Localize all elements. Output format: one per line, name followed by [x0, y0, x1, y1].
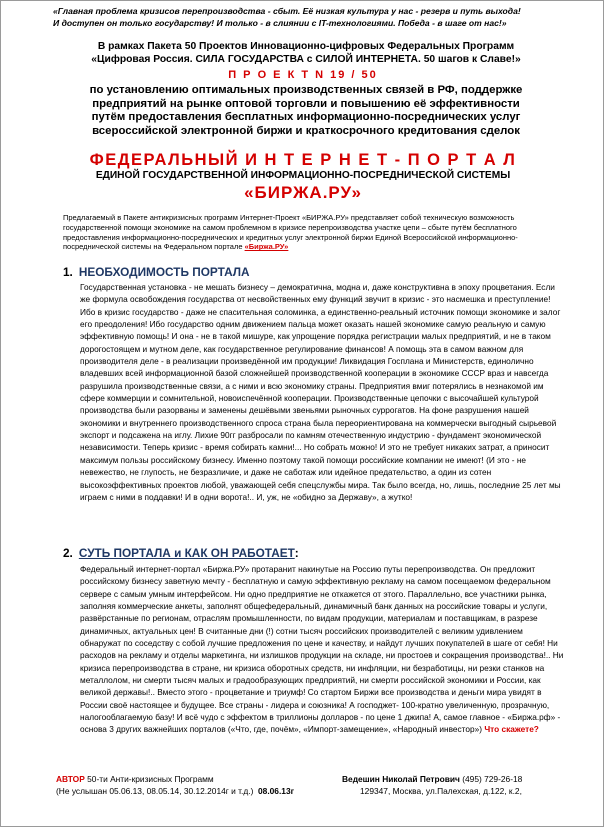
intro-portal-name: «Биржа.РУ» — [244, 242, 289, 252]
footer — [56, 774, 576, 797]
section-2-number: 2. — [63, 546, 73, 560]
project-subject — [41, 84, 571, 138]
section-1-body: Государственная установка - не мешать бизнесу – демократична, модна и, даже конструктивна в эпоху процветания. Если же формула освобождения государства от несвойственных ему функций звучит в кризис - это насмешка и преступление! Ибо в кризис государство - даже не спасительная соломинка, а единственно-реальный источник помощи экономике и залог его преодоления! Ибо государство одним движением пальца может оказать нашей экономике самую реальную и самую эффективную помощь! И она - не в такой мишуре, как упрощение порядка регистрации малых предприятий, и не в таком дорогостоящем и мутном деле, как государственное регулирование финансов! А помощь эта в самом важном для производителя деле - в реализации произведённой им продукции! Ликвидация Госплана и Министерств, единолично владевших всей информационной базой сложнейшей производственной кооперации в экономике СССР враз и навсегда разрушила производственные связи, а с ними и всю экономику страны. Предприятия вмиг потерялись в незнакомой им сфере коммерции и сомнительной, новоиспечённой кооперации. Производственные цепочки с высочайшей культурой производства были разорваны и заменены дешёвыми звеньями рыночных суррогатов. На фоне разрушения нашей экономики и внутреннего производственного спроса страна была переориентирована на коммерчески выгодный сырьевой экспорт и подсажена на иглу. Лихие 90гг разбросали по камням отечественную индустрию - фундамент экономической независимости. Теперь кризис - время собирать камни!... Но собрать можно! И это не требует никаких затрат, а приносит максимум пользы российскому бизнесу. Именно поэтому такой помощи российские компании не имеют! (И это - не невежество, не глупость, не безразличие, и даже не саботаж или идейное предательство, а один из сотен высокоэффективных проектов любой, уважающей себя спецслужбы мира. Так было всегда, но, лишь, последние 25 лет мы играем с ними в поддавки! И в одни ворота!.. И, уж, не «обидно за Державу», а жутко! — [80, 282, 561, 502]
portal-title: ФЕДЕРАЛЬНЫЙ И Н Т Е Р Н Е Т - П О Р Т А Л — [89, 151, 517, 169]
author-text: 50-ти Анти-кризисных Программ — [84, 774, 214, 784]
heard-note: (Не услышан 05.06.13, 08.05.14, 30.12.2014г и т.д.) — [56, 785, 254, 796]
section-2-heading — [63, 546, 299, 560]
author-label: АВТОР — [56, 774, 85, 784]
portal-subtitle: ЕДИНОЙ ГОСУДАРСТВЕННОЙ ИНФОРМАЦИОННО-ПОСРЕДНИЧЕСКОЙ СИСТЕМЫ — [95, 170, 511, 181]
project-number: П Р О Е К Т N 19 / 50 — [228, 69, 378, 81]
intro-paragraph — [63, 213, 563, 252]
section-1-title: НЕОБХОДИМОСТЬ ПОРТАЛА — [78, 265, 250, 279]
footer-row-2 — [56, 786, 576, 798]
subject-line-1: по установлению оптимальных производственных связей в РФ, поддержке — [89, 84, 523, 96]
epigraph-line-2: И доступен он только государству! И только - в слиянии с IT-технологиями. Победа - в шаге от нас!» — [53, 17, 507, 28]
section-2-tail: Что скажете? — [484, 724, 539, 735]
epigraph-line-1: «Главная проблема кризисов перепроизводства - сбыт. Её низкая культура у нас - резерв и путь выхода! — [53, 6, 521, 16]
section-2-title: СУТЬ ПОРТАЛА и КАК ОН РАБОТАЕТ — [78, 546, 295, 560]
portal-name: «БИРЖА.РУ» — [244, 183, 362, 202]
subject-line-4: всероссийской электронной биржи и краткосрочного кредитования сделок — [92, 124, 520, 137]
document-date: 08.06.13г — [258, 785, 295, 796]
epigraph — [53, 6, 563, 29]
author-address: 129347, Москва, ул.Палехская, д.122, к.2, — [360, 785, 522, 796]
section-1-number: 1. — [63, 265, 73, 279]
subject-line-2: предприятий на рынке оптовой торговли и повышению её эффективности — [92, 97, 520, 110]
author-name: Ведешин Николай Петрович — [342, 774, 460, 784]
program-header-line-2: «Цифровая Россия. СИЛА ГОСУДАРСТВА с СИЛОЙ ИНТЕРНЕТА. 50 шагов к Славе!» — [91, 53, 521, 65]
author-phone: (495) 729-26-18 — [459, 774, 523, 784]
section-2-body — [80, 563, 565, 736]
program-header — [41, 41, 571, 66]
footer-row-1 — [56, 774, 576, 786]
program-header-line-1: В рамках Пакета 50 Проектов Инновационно-цифровых Федеральных Программ — [97, 41, 515, 52]
section-2-colon: : — [294, 546, 299, 560]
section-1-heading — [63, 265, 250, 279]
section-2-text: Федеральный интернет-портал «Биржа.РУ» протаранит накинутые на Россию путы перепроизводства. Он предложит российскому бизнесу заветную мечту - бесплатную и самую эффективную рекламу на самом посещаемом федеральном сервере с самым умным интерфейсом. Ни одно предприятие не откажется от этого. Параллельно, все участники рынка, заполняя коммерческие анкеты, заполнят общефедеральный, динамичный банк данных на российские товары и услуги, развёрстанные по регионам, отраслям промышленности, по видам продукции, материалам и поставщикам, в разрезе динамичных, актуальных цен! В считанные дни (!) сотни тысяч российских производителей с великим удивлением обнаружат по соседству с собой лучшие предложения по цене и качеству, и найдут лучших покупателей в шаге от себя! Ни расходов на рекламу и отделы маркетинга, ни излишков продукции на складе, ни простоев и сокращения производства!.. Ни кризиса перепроизводства в стране, ни кризиса оборотных средств, ни инфляции, ни безработицы, ни резки станков на металлолом, ни смерти тысяч малых и градообразующих предприятий, ни смерти российской экономики и России, как великой державы!.. Вместо этого - процветание и триумф! Со стартом Биржи все производства и деньги мира увидят в России своё настоящее и будущее. Все страны - лидера и союзника! А господжет- 100-кратно увеличенную, прозрачную, налогооблагаемую базу! И всё чудо с эффектом в триллионы долларов - по цене 1 джипа! А, самое главное - «Биржа.рф» - основа 3 других важнейших порталов («Что, где, почём», «Импорт-замещение», «Народный инвестор») — [80, 564, 564, 735]
subject-line-3: путём предоставления бесплатных информационно-посреднических услуг — [91, 111, 521, 124]
intro-text: Предлагаемый в Пакете антикризисных программ Интернет-Проект «БИРЖА.РУ» представляет собой техническую возможность государственной помощи экономике на самом проблемном в кризисе перепроизводства участке цепи – сбыте путём бесплатного предоставления информационно-посреднических и кредитных услуг электронной биржи Единой Всероссийской информационно-посреднической системы на Федеральном портале — [63, 213, 518, 252]
author-contact — [342, 774, 522, 786]
